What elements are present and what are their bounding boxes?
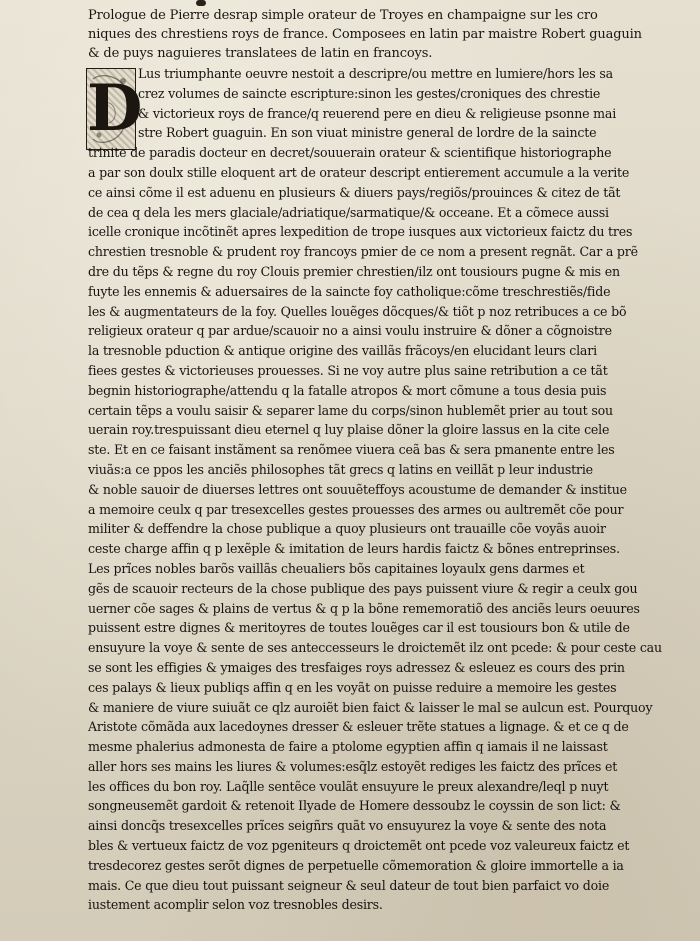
text-line: ce ainsi cõme il est aduenu en plusieurs & diuers pays/regiõs/prouinces & citez de tãt	[88, 184, 621, 200]
text-line: fiees gestes & victorieuses prouesses. Si ne voy autre plus saine retribution a ce tãt	[88, 362, 608, 378]
text-line: certain tẽps a voulu saisir & separer lame du corps/sinon hublemẽt prier au tout sou	[88, 402, 613, 418]
text-line: crez volumes de saincte escripture:sinon les gestes/croniques des chrestie	[138, 85, 601, 101]
text-line: viuãs:a ce ppos les anciẽs philosophes tãt grecs q latins en veillãt p leur industrie	[88, 461, 593, 477]
text-line: mais. Ce que dieu tout puissant seigneur & seul dateur de tout bien parfaict vo doie	[88, 877, 610, 893]
text-line: bles & vertueux faictz de voz pgeniteurs q droictemẽt ont pcede voz valeureux faictz et	[88, 838, 630, 854]
text-line: gẽs de scauoir recteurs de la chose publique des pays puissent viure & regir a ceulx gou	[88, 580, 638, 596]
text-line: & maniere de viure suiuãt ce qlz auroiẽt bien faict & laisser le mal se aulcun est. Pourquoy	[88, 699, 653, 715]
text-line: stre Robert guaguin. En son viuat ministre general de lordre de la saincte	[138, 125, 597, 141]
text-line: de cea q dela les mers glaciale/adriatique/sarmatique/& occeane. Et a cõmece aussi	[88, 204, 609, 220]
text-line: Les prĩces nobles barõs vaillãs cheualiers bõs capitaines loyaulx gens darmes et	[88, 560, 585, 576]
text-line: a memoire ceulx q par tresexcelles gestes prouesses des armes ou aultremẽt cõe pour	[88, 501, 624, 517]
text-line: se sont les effigies & ymaiges des tresfaiges roys adressez & esleuez es cours des prin	[88, 659, 625, 675]
prologue-line: Prologue de Pierre desrap simple orateur de Troyes en champaigne sur les cro	[88, 8, 598, 23]
body-text	[88, 64, 673, 915]
text-line: & noble sauoir de diuerses lettres ont souuẽteffoys acoustume de demander & institue	[88, 481, 627, 497]
text-line: les offices du bon roy. Laq̃lle sentẽce voulãt ensuyure le preux alexandre/leql p nuyt	[88, 778, 609, 794]
text-line: religieux orateur q par ardue/scauoir no a ainsi voulu instruire & dõner a cõgnoistre	[88, 323, 612, 339]
text-line: tresdecorez gestes serõt dignes de perpetuelle cõmemoration & gloire immortelle a ia	[88, 857, 624, 873]
text-line: aller hors ses mains les liures & volumes:esq̃lz estoyẽt rediges les faictz des prĩces et	[88, 758, 618, 774]
text-line: ainsi doncq̃s tresexcelles prĩces seigñrs quãt vo ensuyurez la voye & sente des nota	[88, 818, 607, 834]
text-line: chrestien tresnoble & prudent roy francoys pmier de ce nom a present regnãt. Car a prẽ	[88, 244, 638, 260]
text-line: uerain roy.trespuissant dieu eternel q luy plaise dõner la gloire lassus en la cite cele	[88, 422, 610, 438]
text-line: uerner cõe sages & plains de vertus & q p la bõne rememoratiõ des anciẽs leurs oeuures	[88, 600, 640, 616]
text-line: la tresnoble pduction & antique origine des vaillãs frãcoys/en elucidant leurs clari	[88, 343, 597, 359]
text-line: trinite de paradis docteur en decret/souuerain orateur & scientifique historiographe	[88, 145, 612, 161]
prologue-heading	[88, 6, 673, 63]
text-line: fuyte les ennemis & aduersaires de la saincte foy catholique:cõme treschrestiẽs/fide	[88, 283, 611, 299]
text-line: puissent estre dignes & meritoyres de toutes louẽges car il est tousiours bon & utile de	[88, 620, 630, 636]
text-line: ste. Et en ce faisant instãment sa renõmee viuera ceã bas & sera pmanente entre les	[88, 442, 615, 458]
text-line: Lus triumphante oeuvre nestoit a descripre/ou mettre en lumiere/hors les sa	[138, 66, 613, 81]
text-line: ensuyure la voye & sente de ses anteccesseurs le droictemẽt ilz ont pcede: & pour ceste cau	[88, 640, 662, 656]
text-line: ces palays & lieux publiqs affin q en les voyãt on puisse reduire a memoire les gestes	[88, 679, 617, 695]
text-line: mesme phalerius admonesta de faire a ptolome egyptien affin q iamais il ne laissast	[88, 739, 608, 755]
text-line: a par son doulx stille eloquent art de orateur descript entierement accumule a la verite	[88, 164, 630, 180]
text-line: begnin historiographe/attendu q la fatalle atropos & mort cõmune a tous desia puis	[88, 382, 607, 398]
text-line: dre du tẽps & regne du roy Clouis premier chrestien/ilz ont tousiours pugne & mis en	[88, 263, 620, 279]
text-line: icelle cronique incõtinẽt apres lexpedition de trope iusques aux victorieux faictz du tres	[88, 224, 633, 240]
text-line: songneusemẽt gardoit & retenoit Ilyade de Homere dessoubz le coyssin de son lict: &	[88, 798, 621, 814]
text-line: militer & deffendre la chose publique a quoy plusieurs ont trauaille cõe voyãs auoir	[88, 521, 606, 537]
prologue-line: & de puys naguieres translatees de latin en francoys.	[88, 46, 433, 61]
dropcap-letter: D	[87, 71, 143, 146]
text-line: Aristote cõmãda aux lacedoynes dresser & esleuer trẽte statues a lignage. & et ce q de	[88, 719, 629, 735]
text-line: ceste charge affin q p lexẽple & imitation de leurs hardis faictz & bõnes entreprinses.	[88, 541, 620, 557]
prologue-line: niques des chrestiens roys de france. Composees en latin par maistre Robert guaguin	[88, 27, 642, 42]
text-line: les & augmentateurs de la foy. Quelles louẽges dõcques/& tiõt p noz retribuces a ce bõ	[88, 303, 627, 319]
text-line: iustement acomplir selon voz tresnobles desirs.	[88, 897, 383, 913]
text-line: & victorieux roys de france/q reuerend pere en dieu & religieuse psonne mai	[138, 105, 617, 121]
